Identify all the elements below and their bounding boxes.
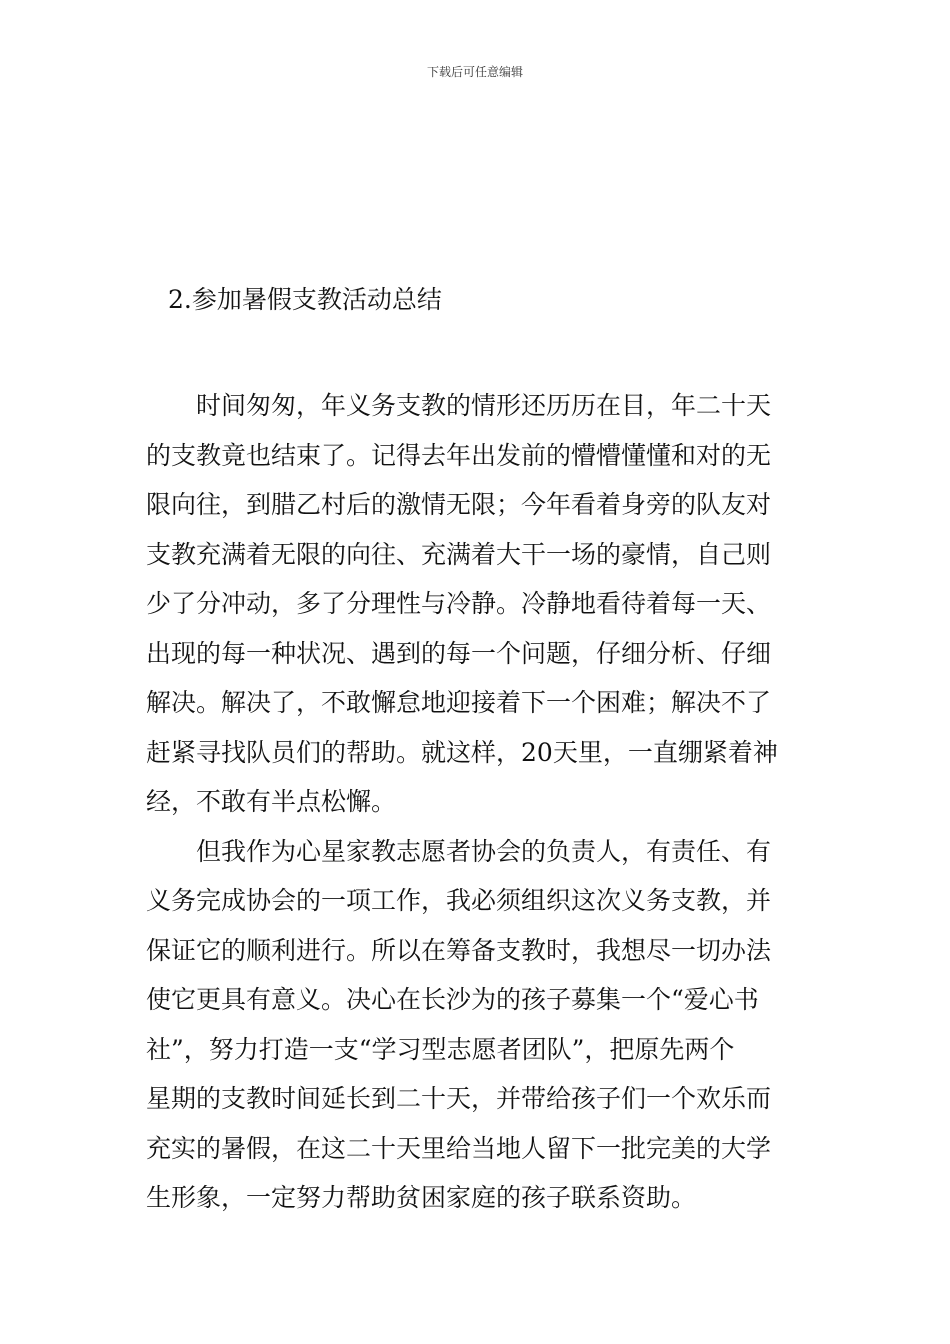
paragraph-1 bbox=[146, 381, 816, 827]
paragraph-line: 限向往，到腊乙村后的激情无限；今年看着身旁的队友对 bbox=[146, 490, 772, 519]
paragraph-line: 充实的暑假，在这二十天里给当地人留下一批完美的大学 bbox=[146, 1133, 772, 1163]
paragraph-2 bbox=[146, 827, 816, 1223]
section-title: 2.参加暑假支教活动总结 bbox=[168, 285, 442, 314]
paragraph-line: 义务完成协会的一项工作，我必须组织这次义务支教，并 bbox=[146, 886, 772, 915]
paragraph-line: 星期的支教时间延长到二十天，并带给孩子们一个欢乐而 bbox=[146, 1084, 772, 1113]
paragraph-line: 赶紧寻找队员们的帮助。就这样，20天里，一直绷紧着神 bbox=[146, 737, 778, 767]
paragraph-line: 少了分冲动，多了分理性与冷静。冷静地看待着每一天、 bbox=[146, 589, 772, 618]
paragraph-line: 使它更具有意义。决心在长沙为的孩子募集一个“爱心书 bbox=[146, 985, 759, 1014]
paragraph-line: 出现的每一种状况、遇到的每一个问题，仔细分析、仔细 bbox=[146, 638, 772, 668]
paragraph-line: 时间匆匆，年义务支教的情形还历历在目，年二十天 bbox=[196, 391, 772, 420]
paragraph-line: 生形象，一定努力帮助贫困家庭的孩子联系资助。 bbox=[146, 1183, 697, 1212]
paragraph-line: 经，不敢有半点松懈。 bbox=[146, 787, 397, 816]
paragraph-line: 的支教竟也结束了。记得去年出发前的懵懵懂懂和对的无 bbox=[146, 440, 772, 470]
paragraph-line: 社”，努力打造一支“学习型志愿者团队”，把原先两个 bbox=[146, 1034, 735, 1064]
paragraph-line: 解决。解决了，不敢懈怠地迎接着下一个困难；解决不了 bbox=[146, 688, 772, 717]
paragraph-line: 保证它的顺利进行。所以在筹备支教时，我想尽一切办法 bbox=[146, 935, 772, 965]
body-text bbox=[146, 381, 816, 1223]
paragraph-line: 但我作为心星家教志愿者协会的负责人，有责任、有 bbox=[196, 836, 772, 866]
header-note: 下载后可任意编辑 bbox=[426, 65, 523, 79]
paragraph-line: 支教充满着无限的向往、充满着大干一场的豪情，自己则 bbox=[146, 539, 772, 569]
